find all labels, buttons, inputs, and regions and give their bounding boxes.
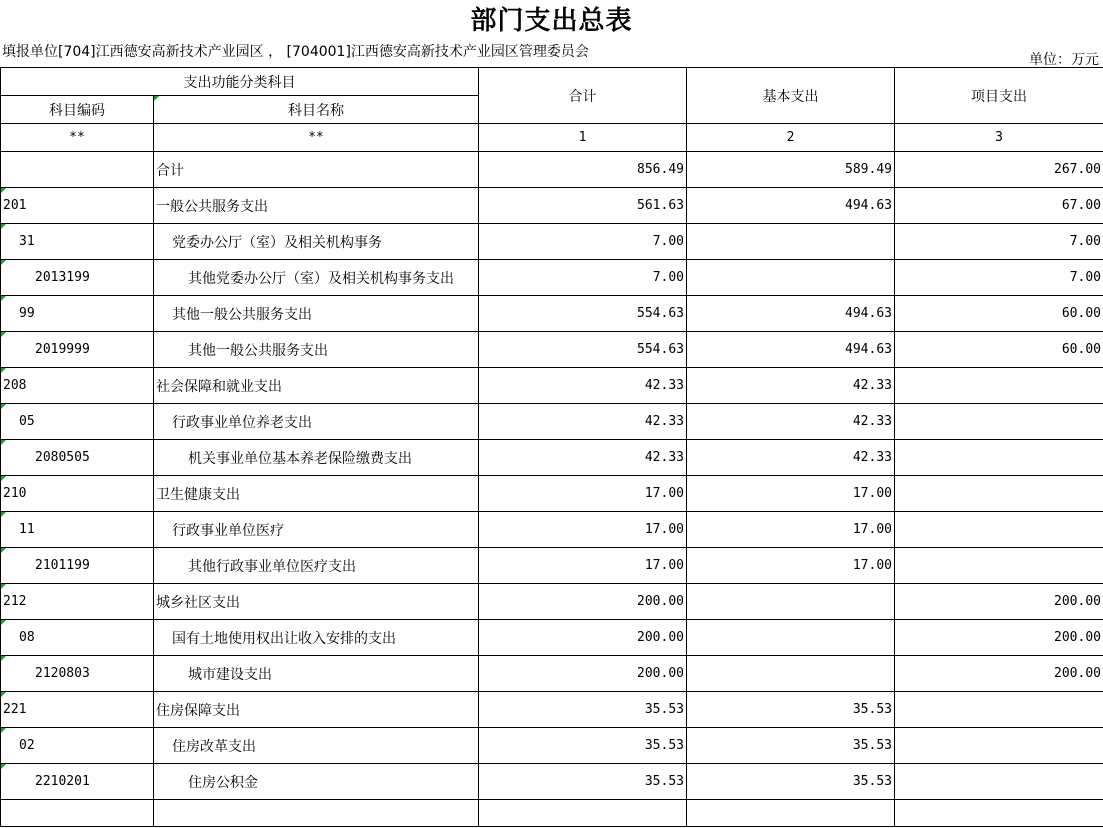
cell-marker-icon xyxy=(1,404,6,409)
table-row xyxy=(1,368,1103,404)
cell-code xyxy=(1,800,154,827)
cell-name: 其他党委办公厅（室）及相关机构事务支出 xyxy=(154,260,479,296)
cell-project: 60.00 xyxy=(895,296,1103,332)
cell-basic xyxy=(687,800,895,827)
cell-marker-icon xyxy=(1,440,6,445)
cell-total: 200.00 xyxy=(479,584,687,620)
cell-name: 其他一般公共服务支出 xyxy=(154,332,479,368)
cell-total: 561.63 xyxy=(479,188,687,224)
cell-code: 210 xyxy=(1,476,154,512)
cell-name: 城市建设支出 xyxy=(154,656,479,692)
cell-code: 208 xyxy=(1,368,154,404)
cell-total: 7.00 xyxy=(479,260,687,296)
header-name: 科目名称 xyxy=(154,96,479,124)
header-function-category: 支出功能分类科目 xyxy=(1,68,479,96)
table-row xyxy=(1,512,1103,548)
cell-code: 201 xyxy=(1,188,154,224)
cell-total: 42.33 xyxy=(479,440,687,476)
cell-code: 2080505 xyxy=(1,440,154,476)
cell-code: 221 xyxy=(1,692,154,728)
cell-name: 城乡社区支出 xyxy=(154,584,479,620)
index-name: ** xyxy=(154,124,479,152)
cell-total: 200.00 xyxy=(479,656,687,692)
cell-name: 党委办公厅（室）及相关机构事务 xyxy=(154,224,479,260)
page-title: 部门支出总表 xyxy=(470,6,633,36)
table-row xyxy=(1,620,1103,656)
cell-code: 2120803 xyxy=(1,656,154,692)
header-project: 项目支出 xyxy=(895,68,1103,124)
cell-basic: 17.00 xyxy=(687,512,895,548)
cell-code: 11 xyxy=(1,512,154,548)
cell-marker-icon xyxy=(1,296,6,301)
cell-code: 31 xyxy=(1,224,154,260)
table-row xyxy=(1,152,1103,188)
cell-name: 社会保障和就业支出 xyxy=(154,368,479,404)
cell-marker-icon xyxy=(1,728,6,733)
cell-code: 212 xyxy=(1,584,154,620)
cell-basic: 494.63 xyxy=(687,188,895,224)
cell-name: 一般公共服务支出 xyxy=(154,188,479,224)
cell-code: 2019999 xyxy=(1,332,154,368)
cell-basic: 35.53 xyxy=(687,764,895,800)
cell-project xyxy=(895,404,1103,440)
cell-project: 267.00 xyxy=(895,152,1103,188)
cell-total: 42.33 xyxy=(479,404,687,440)
cell-basic: 494.63 xyxy=(687,296,895,332)
cell-total: 856.49 xyxy=(479,152,687,188)
cell-basic xyxy=(687,656,895,692)
cell-name: 其他行政事业单位医疗支出 xyxy=(154,548,479,584)
cell-project: 7.00 xyxy=(895,260,1103,296)
cell-project xyxy=(895,512,1103,548)
table-row xyxy=(1,296,1103,332)
cell-total xyxy=(479,800,687,827)
table-row xyxy=(1,224,1103,260)
cell-basic xyxy=(687,260,895,296)
cell-name: 住房改革支出 xyxy=(154,728,479,764)
cell-basic: 17.00 xyxy=(687,548,895,584)
cell-total: 7.00 xyxy=(479,224,687,260)
cell-name xyxy=(154,800,479,827)
cell-basic xyxy=(687,620,895,656)
cell-marker-icon xyxy=(1,548,6,553)
table-row xyxy=(1,440,1103,476)
cell-code: 99 xyxy=(1,296,154,332)
filing-unit: 填报单位[704]江西德安高新技术产业园区 ， [704001]江西德安高新技术产业园区管理委员会 xyxy=(2,44,589,60)
cell-project xyxy=(895,476,1103,512)
cell-marker-icon xyxy=(1,224,6,229)
cell-code: 02 xyxy=(1,728,154,764)
cell-name: 其他一般公共服务支出 xyxy=(154,296,479,332)
expenditure-table xyxy=(0,67,1103,827)
cell-project: 200.00 xyxy=(895,620,1103,656)
cell-total: 554.63 xyxy=(479,296,687,332)
cell-name: 住房保障支出 xyxy=(154,692,479,728)
cell-project: 200.00 xyxy=(895,656,1103,692)
cell-code xyxy=(1,152,154,188)
cell-basic: 494.63 xyxy=(687,332,895,368)
cell-marker-icon xyxy=(1,188,6,193)
cell-basic xyxy=(687,224,895,260)
cell-marker-icon xyxy=(1,512,6,517)
table-row xyxy=(1,260,1103,296)
cell-basic: 589.49 xyxy=(687,152,895,188)
cell-code: 2210201 xyxy=(1,764,154,800)
cell-marker-icon xyxy=(1,476,6,481)
cell-code: 08 xyxy=(1,620,154,656)
cell-marker-icon xyxy=(154,96,159,101)
cell-total: 35.53 xyxy=(479,692,687,728)
header-basic: 基本支出 xyxy=(687,68,895,124)
cell-project xyxy=(895,800,1103,827)
cell-total: 35.53 xyxy=(479,728,687,764)
cell-marker-icon xyxy=(1,584,6,589)
cell-code: 05 xyxy=(1,404,154,440)
cell-project: 60.00 xyxy=(895,332,1103,368)
table-row xyxy=(1,656,1103,692)
table-row xyxy=(1,476,1103,512)
table-row xyxy=(1,584,1103,620)
table-row xyxy=(1,188,1103,224)
cell-project xyxy=(895,728,1103,764)
cell-project xyxy=(895,692,1103,728)
index-project: 3 xyxy=(895,124,1103,152)
cell-project xyxy=(895,548,1103,584)
cell-total: 17.00 xyxy=(479,548,687,584)
header-total: 合计 xyxy=(479,68,687,124)
cell-name: 行政事业单位医疗 xyxy=(154,512,479,548)
cell-code: 2013199 xyxy=(1,260,154,296)
cell-project xyxy=(895,440,1103,476)
cell-project: 7.00 xyxy=(895,224,1103,260)
cell-basic: 17.00 xyxy=(687,476,895,512)
cell-total: 554.63 xyxy=(479,332,687,368)
cell-project: 200.00 xyxy=(895,584,1103,620)
index-basic: 2 xyxy=(687,124,895,152)
index-total: 1 xyxy=(479,124,687,152)
cell-name: 住房公积金 xyxy=(154,764,479,800)
table-row xyxy=(1,800,1103,827)
cell-marker-icon xyxy=(1,656,6,661)
cell-basic: 35.53 xyxy=(687,692,895,728)
table-row xyxy=(1,548,1103,584)
table-row xyxy=(1,764,1103,800)
cell-name: 机关事业单位基本养老保险缴费支出 xyxy=(154,440,479,476)
cell-total: 17.00 xyxy=(479,476,687,512)
header-code: 科目编码 xyxy=(1,96,154,124)
cell-marker-icon xyxy=(1,332,6,337)
cell-total: 42.33 xyxy=(479,368,687,404)
cell-marker-icon xyxy=(1,620,6,625)
table-row xyxy=(1,728,1103,764)
table-row xyxy=(1,692,1103,728)
cell-total: 200.00 xyxy=(479,620,687,656)
index-code: ** xyxy=(1,124,154,152)
cell-basic: 42.33 xyxy=(687,368,895,404)
table-row xyxy=(1,332,1103,368)
unit-label: 单位：万元 xyxy=(1029,52,1099,68)
cell-basic xyxy=(687,584,895,620)
cell-project xyxy=(895,764,1103,800)
cell-name: 卫生健康支出 xyxy=(154,476,479,512)
cell-marker-icon xyxy=(1,692,6,697)
cell-basic: 42.33 xyxy=(687,404,895,440)
cell-name: 国有土地使用权出让收入安排的支出 xyxy=(154,620,479,656)
cell-basic: 42.33 xyxy=(687,440,895,476)
cell-name: 行政事业单位养老支出 xyxy=(154,404,479,440)
cell-total: 35.53 xyxy=(479,764,687,800)
cell-code: 2101199 xyxy=(1,548,154,584)
cell-name: 合计 xyxy=(154,152,479,188)
table-row xyxy=(1,404,1103,440)
cell-basic: 35.53 xyxy=(687,728,895,764)
cell-total: 17.00 xyxy=(479,512,687,548)
cell-marker-icon xyxy=(1,368,6,373)
cell-marker-icon xyxy=(1,764,6,769)
cell-marker-icon xyxy=(1,260,6,265)
cell-project: 67.00 xyxy=(895,188,1103,224)
cell-project xyxy=(895,368,1103,404)
